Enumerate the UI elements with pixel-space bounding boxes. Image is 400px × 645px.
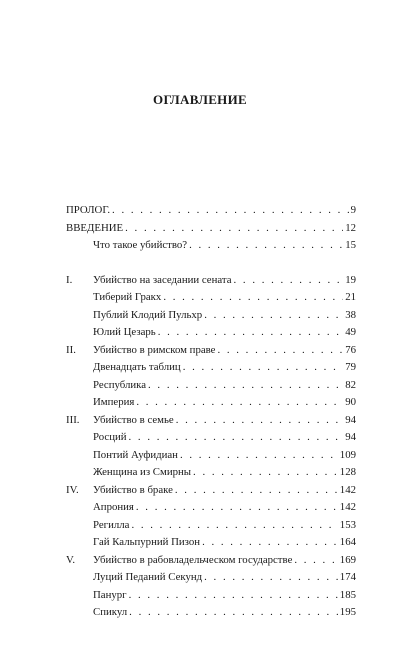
toc-subentry[interactable] [66,289,356,307]
chapter-number: I. [66,273,73,286]
toc-entry-label: Что такое убийство? [93,239,188,251]
toc-subentry[interactable] [66,517,356,535]
toc-entry-label: Регилла [93,518,130,531]
toc-entry-introduction[interactable] [66,220,356,238]
toc-entry-label: Убийство в римском праве [93,343,216,356]
leader-dots [175,482,338,500]
toc-page-number: 21 [345,291,356,303]
leader-dots [180,447,338,465]
leader-dots [183,359,344,377]
toc-subentry[interactable] [66,534,356,552]
toc-entry-label: Двенадцать таблиц [93,361,181,373]
toc-entry-prologue[interactable] [66,202,356,220]
toc-entry-label: Спикул [93,606,128,618]
toc-entry-label: Тиберий Гракх [93,291,162,303]
leader-dots [148,377,343,395]
toc-entry-label: Убийство на заседании сената [93,273,232,286]
toc-subentry[interactable] [66,604,356,622]
leader-dots [176,412,343,430]
toc-subentry[interactable] [66,324,356,342]
toc-chapter-3[interactable] [66,412,356,430]
toc-entry-label: Убийство в семье [93,413,174,426]
chapter-number: IV. [66,483,79,496]
leader-dots [204,307,343,325]
toc-page-number: 185 [339,588,356,601]
toc-entry-label: Публий Клодий Пульхр [93,308,203,321]
toc-page-number: 94 [345,431,356,443]
leader-dots [129,587,338,605]
toc-subentry[interactable] [66,429,356,447]
leader-dots [234,272,344,290]
toc-chapter-4[interactable] [66,482,356,500]
toc-entry-label: Панург [93,588,127,601]
toc-entry-label: Росций [93,431,127,443]
toc-subentry[interactable] [66,307,356,325]
leader-dots [136,394,343,412]
leader-dots [204,569,338,587]
toc-subentry[interactable] [66,377,356,395]
toc-page-number: 15 [345,239,356,251]
leader-dots [129,429,344,447]
toc-page-number: 82 [345,378,356,391]
toc-page-number: 79 [345,361,356,373]
toc-subentry[interactable] [66,447,356,465]
toc-page-number: 169 [339,553,356,566]
leader-dots [136,499,338,517]
page-title: ОГЛАВЛЕНИЕ [153,92,247,107]
toc-entry-label: Гай Кальпурний Пизон [93,536,201,548]
toc-subentry[interactable] [66,359,356,377]
leader-dots [131,517,337,535]
toc-entry-label: Империя [93,396,135,408]
toc-page-number: 12 [345,221,356,234]
toc-page-number: 19 [345,273,356,286]
toc-page-number: 109 [339,448,356,461]
toc-page-number: 153 [339,518,356,531]
table-of-contents [66,202,356,622]
toc-entry-what-is-murder[interactable] [66,237,356,255]
toc-entry-label: ВВЕДЕНИЕ [66,221,124,234]
toc-entry-label: Луций Педаний Секунд [93,571,203,583]
toc-chapter-5[interactable] [66,552,356,570]
leader-dots [125,220,343,238]
toc-entry-label: Женщина из Смирны [93,466,192,478]
leader-dots [294,552,337,570]
toc-entry-label: Республика [93,378,147,391]
leader-dots [193,464,338,482]
toc-subentry[interactable] [66,587,356,605]
toc-page-number: 38 [345,308,356,321]
toc-entry-label: ПРОЛОГ. [66,204,111,216]
toc-page-number: 76 [345,343,356,356]
toc-page-number: 142 [339,483,356,496]
toc-subentry[interactable] [66,499,356,517]
leader-dots [189,237,343,255]
leader-dots [112,202,349,220]
toc-entry-label: Юлий Цезарь [93,326,156,338]
toc-entry-label: Убийство в рабовладельческом государстве [93,553,293,566]
toc-subentry[interactable] [66,464,356,482]
chapter-number: II. [66,343,76,356]
leader-dots [202,534,338,552]
leader-dots [129,604,338,622]
toc-page-number: 90 [345,396,356,408]
toc-page-number: 128 [339,466,356,478]
toc-page-number: 49 [345,326,356,338]
toc-subentry[interactable] [66,569,356,587]
chapter-number: V. [66,553,76,566]
toc-chapter-2[interactable] [66,342,356,360]
toc-page-number: 9 [350,204,356,216]
toc-entry-label: Апрония [93,501,134,513]
toc-page-number: 195 [339,606,356,618]
toc-entry-label: Убийство в браке [93,483,173,496]
toc-page-number: 142 [339,501,356,513]
toc-subentry[interactable] [66,394,356,412]
leader-dots [163,289,343,307]
toc-entry-label: Понтий Ауфидиан [93,448,178,461]
toc-page-number: 174 [339,571,356,583]
toc-page-number: 164 [339,536,356,548]
toc-page-number: 94 [345,413,356,426]
leader-dots [158,324,344,342]
chapter-number: III. [66,413,80,426]
leader-dots [217,342,343,360]
toc-chapter-1[interactable] [66,272,356,290]
